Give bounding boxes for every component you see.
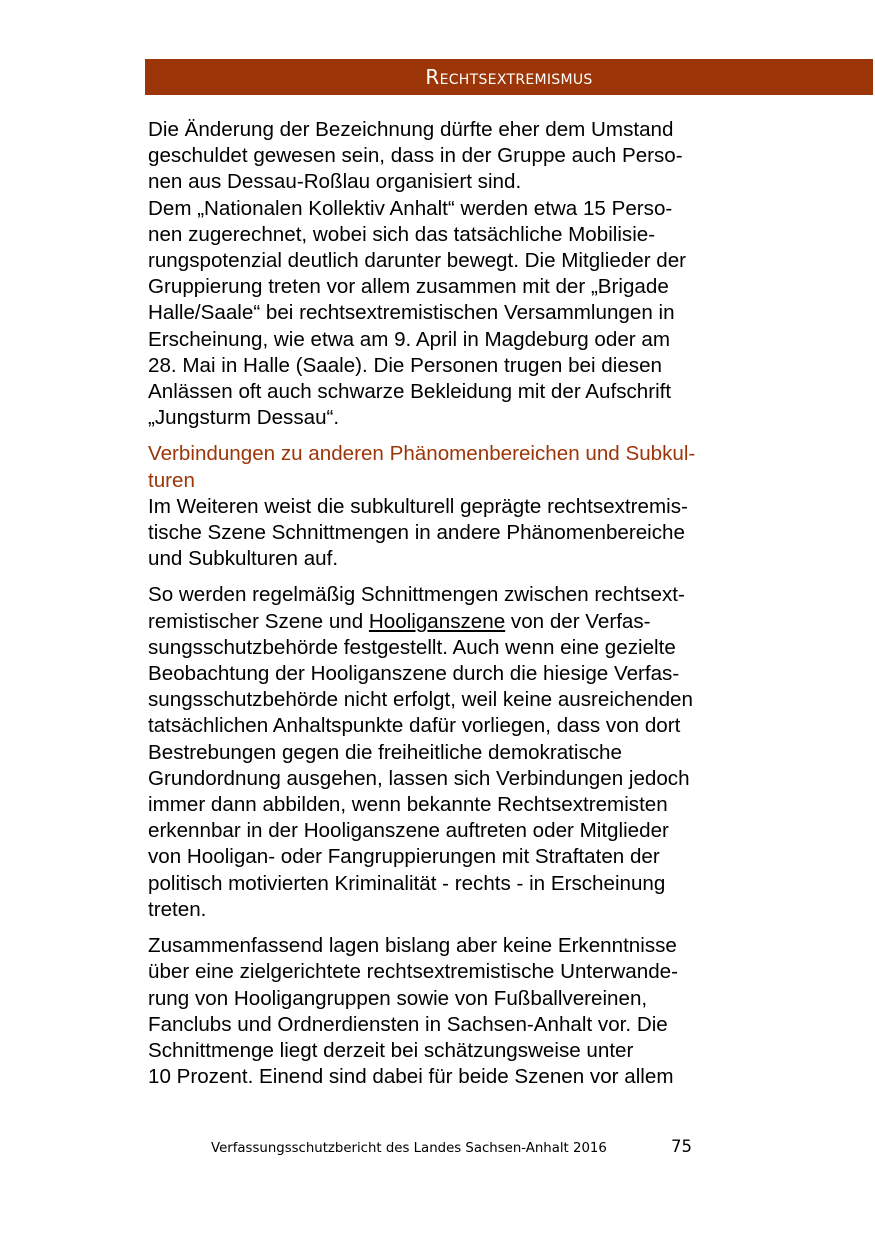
paragraph-1 bbox=[148, 117, 773, 196]
text-line: 28. Mai in Halle (Saale). Die Personen trugen bei diesen bbox=[148, 353, 662, 377]
text-line: geschuldet gewesen sein, dass in der Gruppe auch Perso- bbox=[148, 144, 683, 168]
text-line: Die Änderung der Bezeichnung dürfte eher dem Umstand bbox=[148, 118, 674, 141]
text-line: tische Szene Schnittmengen in andere Phänomenbereiche bbox=[148, 521, 685, 545]
text-line: Zusammenfassend lagen bislang aber keine Erkenntnisse bbox=[148, 934, 677, 958]
text-line: treten. bbox=[148, 897, 207, 921]
text-line: Beobachtung der Hooliganszene durch die hiesige Verfas- bbox=[148, 662, 680, 686]
text-line: Dem „Nationalen Kollektiv Anhalt“ werden etwa 15 Perso- bbox=[148, 196, 673, 220]
text-line: politisch motivierten Kriminalität - rechts - in Erscheinung bbox=[148, 871, 666, 895]
text-line: sungsschutzbehörde festgestellt. Auch wenn eine gezielte bbox=[148, 635, 676, 659]
paragraph-4 bbox=[148, 582, 773, 923]
text-line: remistischer Szene und bbox=[148, 609, 369, 633]
text-line: von der Verfas- bbox=[505, 609, 651, 633]
paragraph-3 bbox=[148, 494, 773, 573]
text-line: So werden regelmäßig Schnittmengen zwischen rechtsext- bbox=[148, 583, 685, 607]
text-line: Schnittmenge liegt derzeit bei schätzungsweise unter bbox=[148, 1038, 634, 1062]
text-line: Anlässen oft auch schwarze Bekleidung mit der Aufschrift bbox=[148, 380, 672, 404]
text-line: und Subkulturen auf. bbox=[148, 547, 339, 571]
text-line: rung von Hooligangruppen sowie von Fußballvereinen, bbox=[148, 986, 648, 1010]
paragraph-5 bbox=[148, 933, 773, 1090]
section-header-title: Rechtsextremismus bbox=[425, 65, 593, 89]
text-line: Erscheinung, wie etwa am 9. April in Magdeburg oder am bbox=[148, 327, 670, 351]
text-line: immer dann abbilden, wenn bekannte Rechtsextremisten bbox=[148, 793, 668, 817]
page-content bbox=[148, 117, 773, 1090]
text-line: sungsschutzbehörde nicht erfolgt, weil keine ausreichenden bbox=[148, 688, 693, 712]
text-line: Bestrebungen gegen die freiheitliche demokratische bbox=[148, 740, 622, 764]
heading-line: Verbindungen zu anderen Phänomenbereichen und Subkul- bbox=[148, 442, 696, 466]
paragraph-2 bbox=[148, 196, 773, 432]
text-line: Halle/Saale“ bei rechtsextremistischen Versammlungen in bbox=[148, 301, 675, 325]
page-number: 75 bbox=[671, 1137, 692, 1156]
text-line: von Hooligan- oder Fangruppierungen mit Straftaten der bbox=[148, 845, 660, 869]
text-line: Im Weiteren weist die subkulturell geprägte rechtsextremis- bbox=[148, 494, 688, 518]
text-line: Fanclubs und Ordnerdiensten in Sachsen-Anhalt vor. Die bbox=[148, 1012, 668, 1036]
text-line: tatsächlichen Anhaltspunkte dafür vorliegen, dass von dort bbox=[148, 714, 681, 738]
footer-text: Verfassungsschutzbericht des Landes Sachsen-Anhalt 2016 bbox=[211, 1141, 607, 1156]
hooliganszene-link[interactable]: Hooliganszene bbox=[368, 609, 506, 633]
text-line: Gruppierung treten vor allem zusammen mit der „Brigade bbox=[148, 275, 669, 299]
heading-line: turen bbox=[148, 468, 195, 492]
text-line: rungspotenzial deutlich darunter bewegt. Die Mitglieder der bbox=[148, 249, 687, 273]
text-line: nen zugerechnet, wobei sich das tatsächliche Mobilisie- bbox=[148, 222, 656, 246]
section-header-band bbox=[145, 59, 873, 95]
section-heading bbox=[148, 441, 773, 493]
text-line: 10 Prozent. Einend sind dabei für beide Szenen vor allem bbox=[148, 1065, 674, 1089]
text-line: Grundordnung ausgehen, lassen sich Verbindungen jedoch bbox=[148, 766, 690, 790]
text-line: über eine zielgerichtete rechtsextremistische Unterwande- bbox=[148, 960, 678, 984]
text-line: nen aus Dessau-Roßlau organisiert sind. bbox=[148, 170, 522, 194]
text-line: „Jungsturm Dessau“. bbox=[148, 406, 340, 430]
text-line: erkennbar in der Hooliganszene auftreten oder Mitglieder bbox=[148, 819, 669, 843]
